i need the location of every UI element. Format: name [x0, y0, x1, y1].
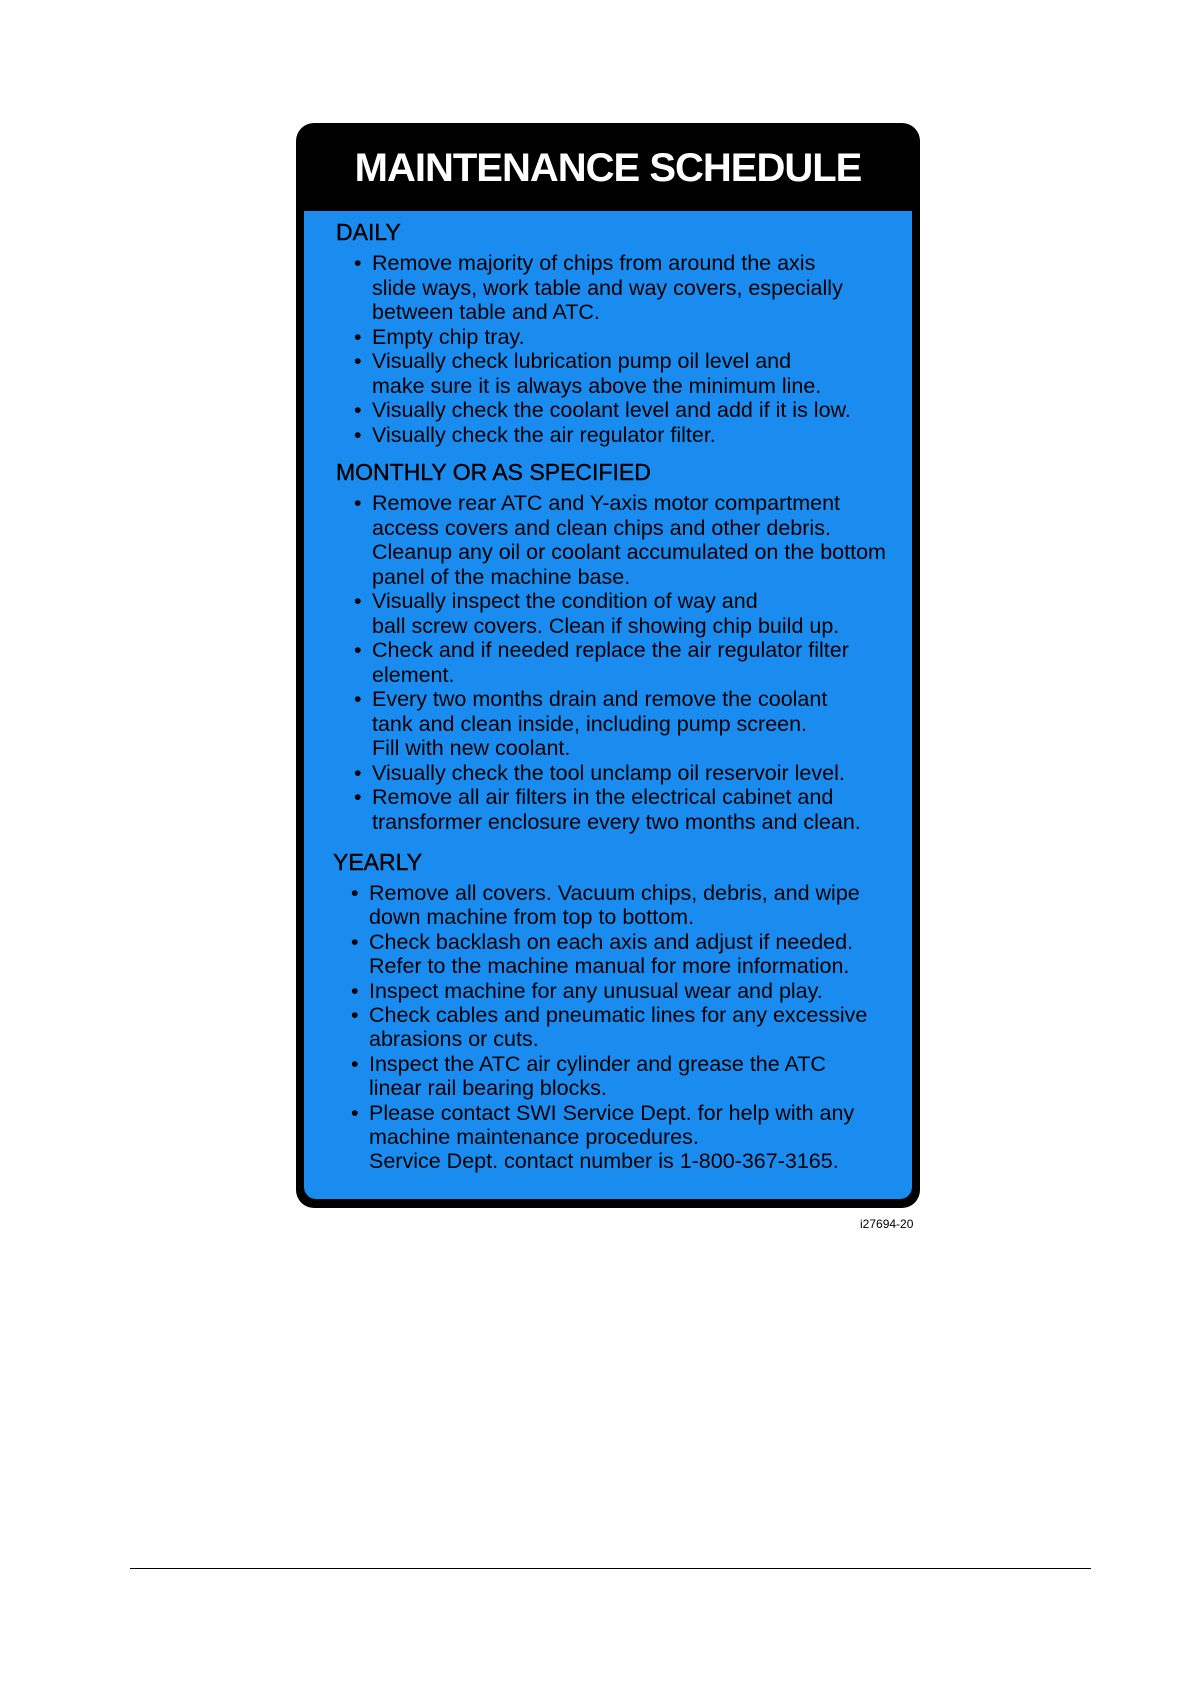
list-item: • Inspect machine for any unusual wear and play.	[333, 979, 900, 1003]
list-item: • Remove rear ATC and Y-axis motor compartment access covers and clean chips and other debris. Cleanup any oil or coolant accumulated on the bottom panel of the machine base.	[336, 491, 900, 589]
list-item: • Please contact SWI Service Dept. for help with any machine maintenance procedures. Service Dept. contact number is 1-800-367-3165.	[333, 1101, 900, 1174]
list-item: • Visually check the tool unclamp oil reservoir level.	[336, 761, 900, 786]
monthly-task-list	[336, 491, 900, 834]
section-heading-yearly: YEARLY	[333, 849, 423, 875]
label-body	[304, 211, 912, 1199]
section-daily	[336, 219, 900, 447]
yearly-task-list	[333, 881, 900, 1174]
list-item: • Visually check the coolant level and add if it is low.	[336, 398, 900, 423]
list-item: • Inspect the ATC air cylinder and grease the ATC linear rail bearing blocks.	[333, 1052, 900, 1101]
list-item: • Empty chip tray.	[336, 325, 900, 350]
daily-task-list	[336, 251, 900, 447]
list-item: • Every two months drain and remove the coolant tank and clean inside, including pump screen. Fill with new coolant.	[336, 687, 900, 761]
list-item: • Visually inspect the condition of way and ball screw covers. Clean if showing chip build up.	[336, 589, 900, 638]
label-title: MAINTENANCE SCHEDULE	[354, 146, 862, 190]
list-item: • Check and if needed replace the air regulator filter element.	[336, 638, 900, 687]
section-heading-daily: DAILY	[336, 219, 401, 245]
list-item: • Remove all covers. Vacuum chips, debris, and wipe down machine from top to bottom.	[333, 881, 900, 930]
list-item: • Check backlash on each axis and adjust if needed. Refer to the machine manual for more information.	[333, 930, 900, 979]
list-item: • Remove all air filters in the electrical cabinet and transformer enclosure every two months and clean.	[336, 785, 900, 834]
maintenance-schedule-label	[296, 123, 920, 1208]
list-item: • Check cables and pneumatic lines for any excessive abrasions or cuts.	[333, 1003, 900, 1052]
figure-id: i27694-20	[860, 1217, 914, 1231]
section-heading-monthly: MONTHLY OR AS SPECIFIED	[336, 459, 651, 485]
section-yearly	[333, 849, 900, 1174]
list-item: • Remove majority of chips from around the axis slide ways, work table and way covers, especially between table and ATC.	[336, 251, 900, 325]
list-item: • Visually check the air regulator filter.	[336, 423, 900, 448]
footer-divider	[130, 1568, 1091, 1569]
section-monthly	[336, 459, 900, 834]
list-item: • Visually check lubrication pump oil level and make sure it is always above the minimum line.	[336, 349, 900, 398]
